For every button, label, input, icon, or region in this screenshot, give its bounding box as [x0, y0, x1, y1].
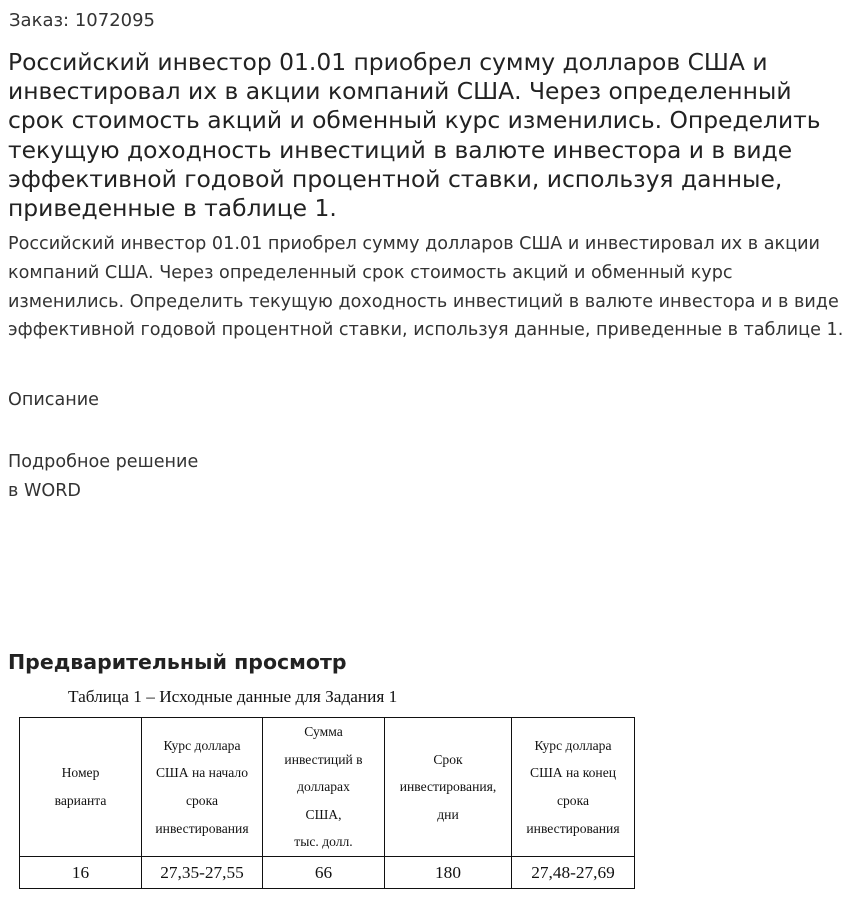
source-data-table — [19, 717, 635, 889]
header-investment-amount: Сумма инвестиций в долларах США, тыс. долл. — [263, 718, 385, 857]
table-header-row — [20, 718, 635, 857]
header-variant-number: Номер варианта — [20, 718, 142, 857]
header-end-rate: Курс доллара США на конец срока инвестирования — [512, 718, 635, 857]
solution-note-line-2: в WORD — [8, 480, 81, 501]
header-start-rate: Курс доллара США на начало срока инвестирования — [142, 718, 263, 857]
table-caption: Таблица 1 – Исходные данные для Задания 1 — [68, 687, 398, 706]
description-label: Описание — [8, 390, 100, 410]
cell-variant-number: 16 — [20, 857, 142, 889]
cell-start-rate: 27,35-27,55 — [142, 857, 263, 889]
cell-investment-term: 180 — [385, 857, 512, 889]
solution-note-line-1: Подробное решение — [8, 452, 199, 472]
cell-end-rate: 27,48-27,69 — [512, 857, 635, 889]
table-row — [20, 857, 635, 889]
preview-image — [0, 680, 847, 912]
order-line — [9, 9, 155, 33]
cell-investment-amount: 66 — [263, 857, 385, 889]
preview-title: Предварительный просмотр — [8, 650, 347, 674]
task-headline: Российский инвестор 01.01 приобрел сумму долларов США и инвестировал их в акции компаний США. Через определенный срок стоимость акций и обменный курс изменились. Определить текущую доходность инвестиций в валюте инвестора и в виде эффективной годовой процентной ставки, используя данные, приведенные в таблице 1. — [8, 48, 821, 223]
order-number: 1072095 — [74, 10, 156, 31]
solution-note — [8, 448, 198, 506]
order-label: Заказ: — [9, 10, 70, 31]
header-investment-term: Срок инвестирования, дни — [385, 718, 512, 857]
task-description: Российский инвестор 01.01 приобрел сумму долларов США и инвестировал их в акции компаний США. Через определенный срок стоимость акций и обменный курс изменились. Определить текущую доходность инвестиций в валюте инвестора и в виде эффективной годовой процентной ставки, используя данные, приведенные в таблице 1. — [8, 234, 844, 341]
